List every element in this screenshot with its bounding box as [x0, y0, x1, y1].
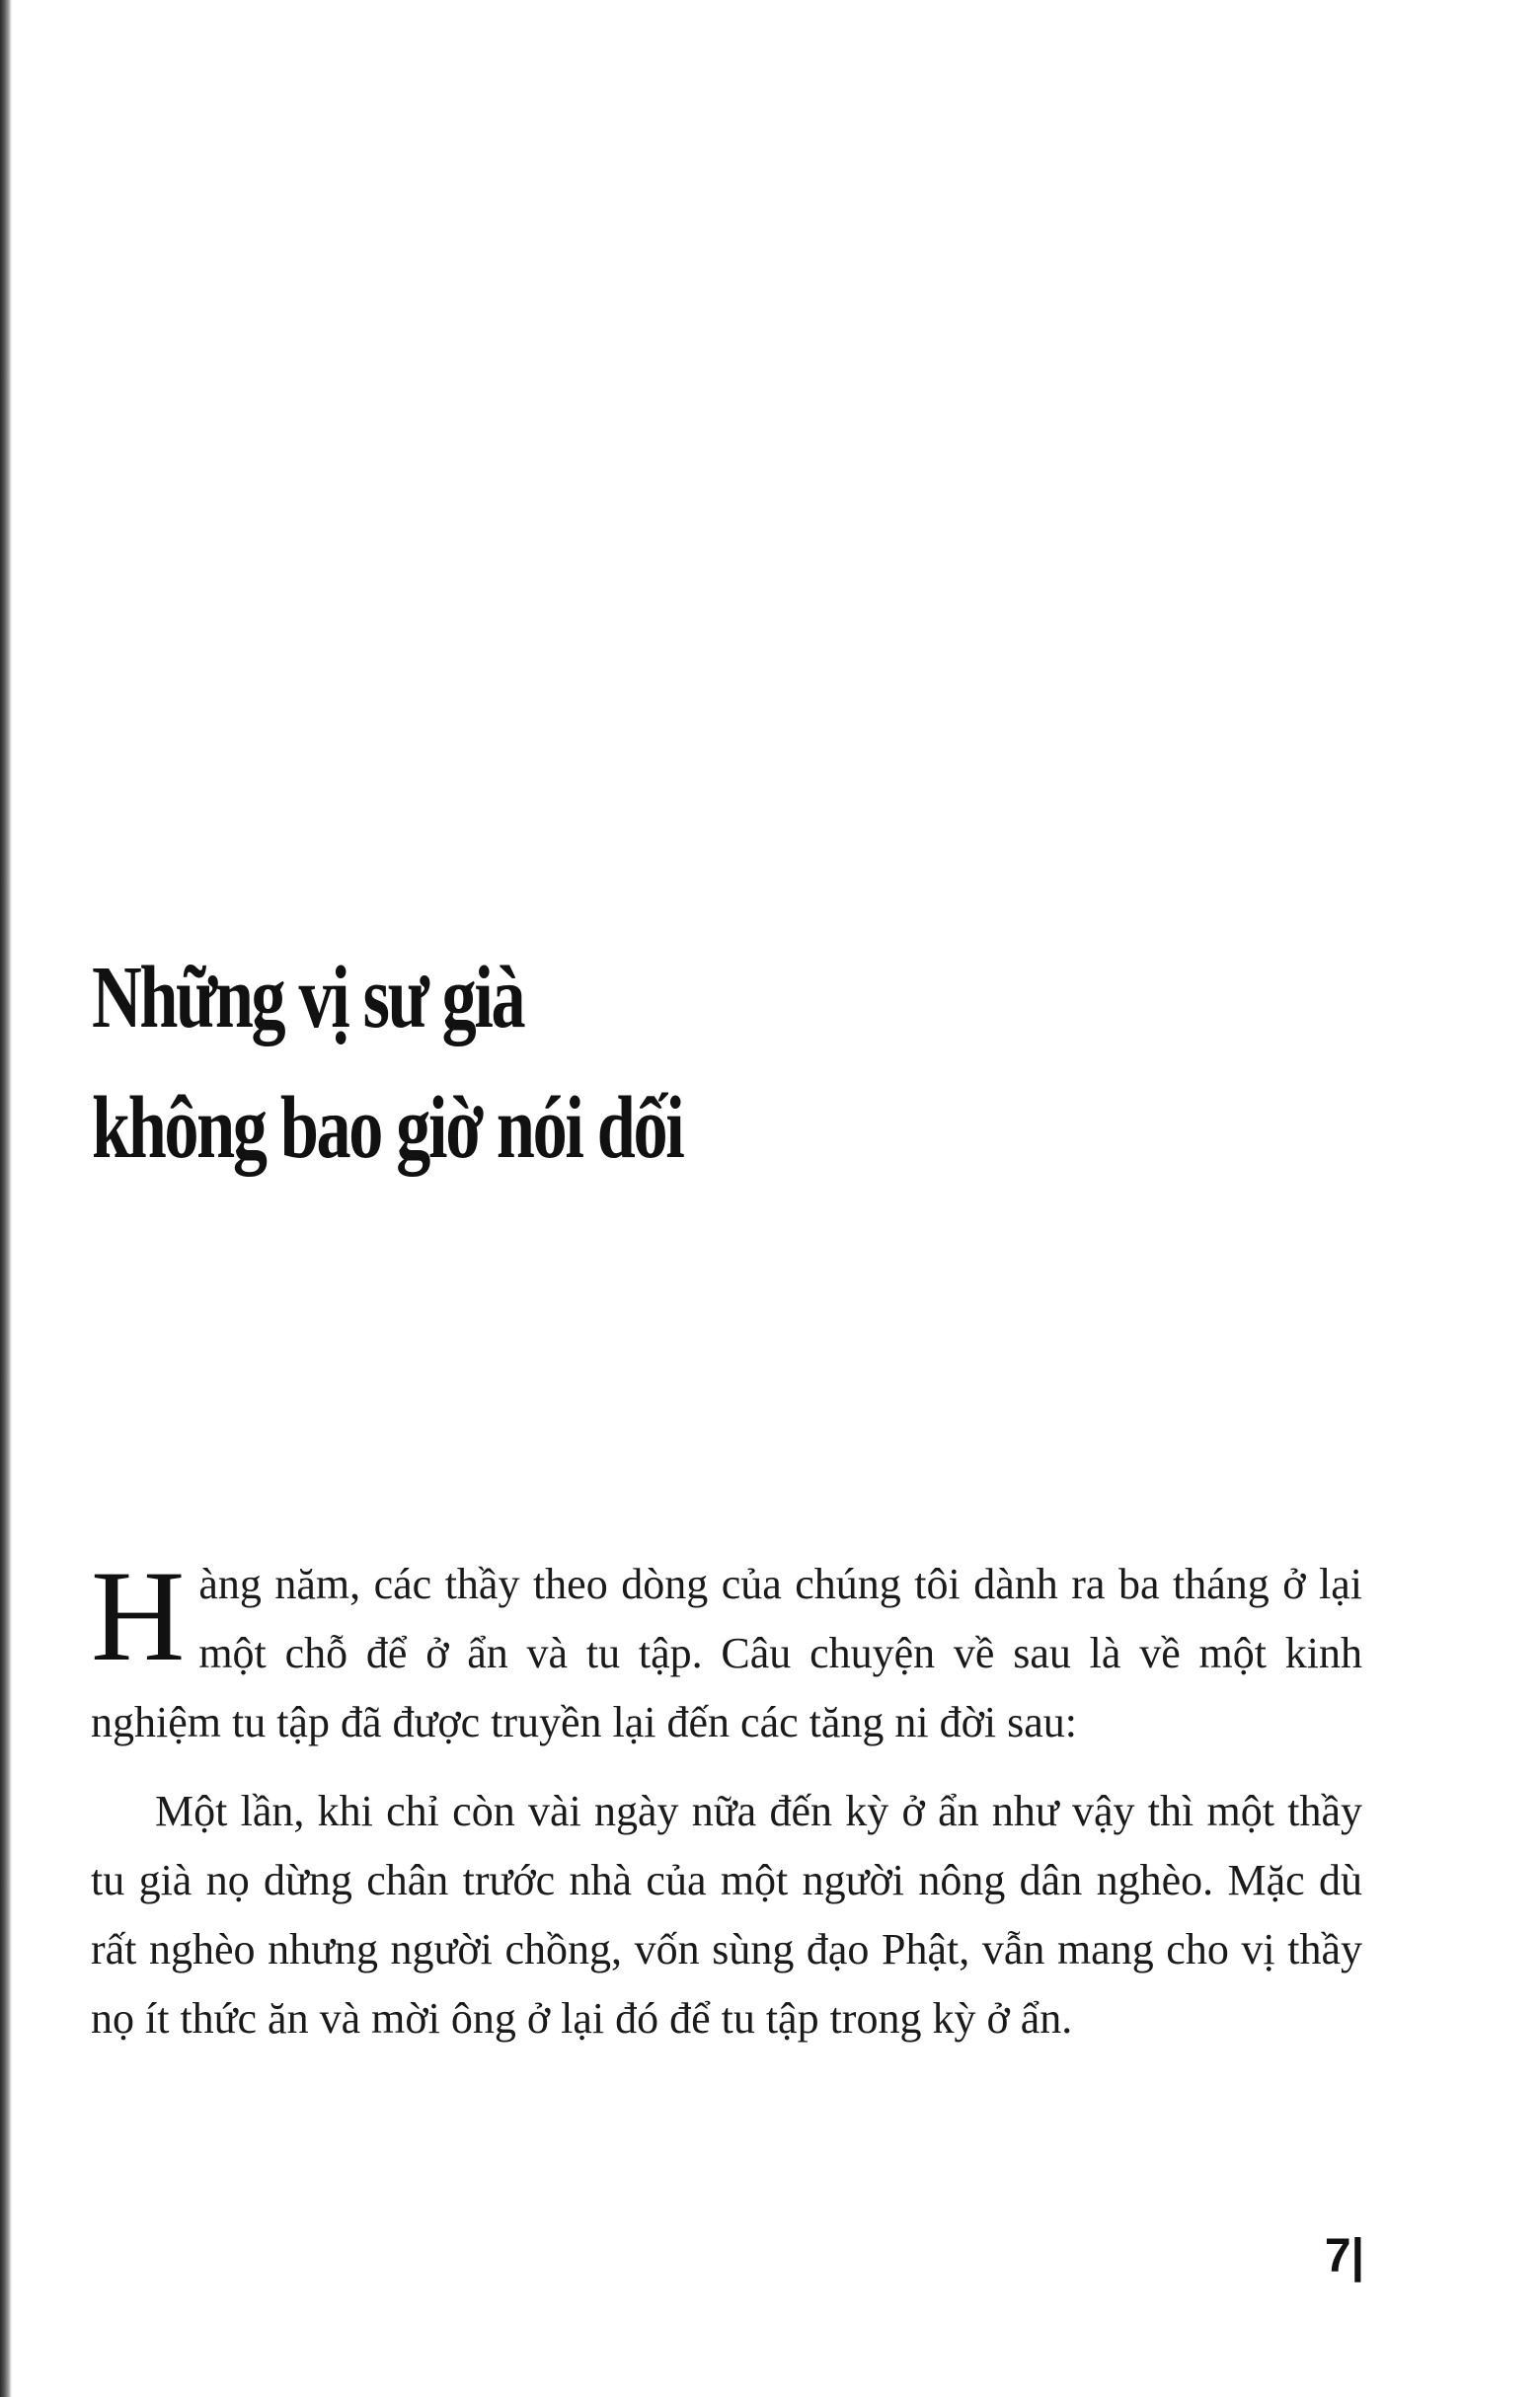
- paragraph-1: [91, 1543, 1362, 1757]
- paragraph-2-text: Một lần, khi chỉ còn vài ngày nữa đến kỳ ở ẩn như vậy thì một thầy tu già nọ dừng chân trước nhà của một người nông dân nghèo. Mặc dù rất nghèo nhưng người chồng, vốn sùng đạo Phật, vẫn mang cho vị thầy nọ ít thức ăn và mời ông ở lại đó để tu tập trong kỳ ở ẩn.: [91, 1787, 1362, 2043]
- page-number: 7|: [1324, 2230, 1364, 2282]
- chapter-title-line-2: không bao giờ nói dối: [92, 1079, 683, 1177]
- paragraph-2: [91, 1777, 1362, 2053]
- drop-cap: H: [91, 1543, 186, 1688]
- body-text: [91, 1543, 1362, 2053]
- page-binding-edge: [0, 0, 12, 2397]
- chapter-title-line-1: Những vị sư già: [92, 949, 524, 1046]
- paragraph-1-text: àng năm, các thầy theo dòng của chúng tôi dành ra ba tháng ở lại một chỗ để ở ẩn và tu tập. Câu chuyện về sau là về một kinh nghiệm tu tập đã được truyền lại đến các tăng ni đời sau:: [91, 1560, 1362, 1746]
- chapter-title: [92, 933, 1093, 1194]
